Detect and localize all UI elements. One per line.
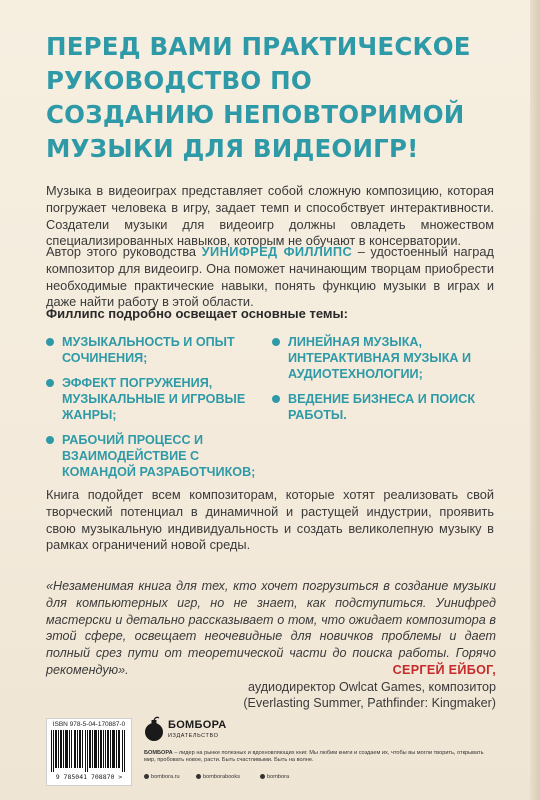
topic-item [46, 334, 256, 366]
bullet-icon [46, 338, 54, 346]
social-link-books[interactable] [196, 774, 240, 780]
publisher-note-text: – лидер на рынке полезных и вдохновляющих книг. Мы любим книги и создаем их, чтобы вы могли творить, открывать мир, пробовать новое, расти. Быть счастливыми. Быть на волне. [144, 750, 484, 764]
barcode-bars-icon [51, 730, 127, 772]
topics-list-left [46, 334, 256, 489]
topic-text: МУЗЫКАЛЬНОСТЬ И ОПЫТ СОЧИНЕНИЯ; [62, 335, 235, 365]
author-name: УИНИФРЕД ФИЛЛИПС [201, 244, 353, 259]
bullet-icon [272, 338, 280, 346]
barcode-number: 9 785041 708870 > [55, 773, 123, 781]
publisher-socials [144, 774, 344, 784]
topic-text: ВЕДЕНИЕ БИЗНЕСА И ПОИСК РАБОТЫ. [288, 392, 476, 422]
bomb-icon [144, 716, 164, 742]
topic-item [46, 375, 256, 423]
quote-author-name: СЕРГЕЙ ЕЙБОГ, [392, 663, 496, 677]
quote-author-role: аудиодиректор Owlcat Games, композитор [247, 679, 496, 694]
publisher-logo [144, 716, 227, 746]
topic-item [272, 391, 492, 423]
bullet-icon [272, 395, 280, 403]
social-label: bomborabooks [203, 774, 241, 780]
quote-attribution [243, 662, 496, 712]
author-paragraph [46, 244, 494, 311]
topic-text: ЭФФЕКТ ПОГРУЖЕНИЯ, МУЗЫКАЛЬНЫЕ И ИГРОВЫЕ ЖАНРЫ; [62, 376, 246, 422]
bullet-icon [46, 436, 54, 444]
publisher-note [144, 750, 484, 764]
social-label: bombora [267, 774, 290, 780]
social-label: bombora.ru [151, 774, 180, 780]
topic-text: РАБОЧИЙ ПРОЦЕСС И ВЗАИМОДЕЙСТВИЕ С КОМАНДОЙ РАЗРАБОТЧИКОВ; [62, 433, 256, 479]
globe-icon [144, 774, 149, 779]
review-quote: «Незаменимая книга для тех, кто хочет погрузиться в создание музыки для компьютерных игр, но не знает, как подступиться. Уинифред мастерски и детально рассказывает о том, что ожидает композитора в этой сфере, освещает неочевидные для новичков проблемы и дает полный срез пути от теоретической части до поиска работы. Горячо рекомендую». [46, 579, 496, 677]
bullet-icon [46, 379, 54, 387]
topic-item [272, 334, 492, 382]
publisher-name: БОМБОРА [168, 719, 227, 731]
barcode [46, 718, 132, 786]
social-link-site[interactable] [144, 774, 180, 780]
author-paragraph-rest: – удостоенный наград композитор для видеоигр. Она поможет начинающим творцам приобрести необходимые практические навыки, понять функцию музыки в играх и даже найти работу в этой области. [46, 244, 494, 310]
publisher-subtitle: ИЗДАТЕЛЬСТВО [168, 733, 219, 739]
isbn-label: ISBN 978-5-04-170887-0 [52, 721, 126, 728]
publisher-note-name: БОМБОРА [144, 750, 173, 756]
intro-paragraph: Музыка в видеоиграх представляет собой сложную композицию, которая погружает человека в игру, задает темп и способствует интерактивности. Создатели музыки для видеоигр должны овладеть множеством специализированных навыков, которым не обучают в консерватории. [46, 183, 494, 249]
topic-item [46, 432, 256, 480]
closing-paragraph: Книга подойдет всем композиторам, которые хотят реализовать свой творческий потенциал в динамичной и растущей индустрии, проявить свою музыкальную индивидуальность и создать великолепную музыку в рамках ограничений новой среды. [46, 487, 494, 553]
quote-author-credits: (Everlasting Summer, Pathfinder: Kingmaker) [243, 696, 496, 710]
topics-list-right [272, 334, 492, 432]
topics-heading: Филлипс подробно освещает основные темы: [46, 306, 348, 321]
topic-text: ЛИНЕЙНАЯ МУЗЫКА, ИНТЕРАКТИВНАЯ МУЗЫКА И АУДИОТЕХНОЛОГИИ; [288, 335, 472, 381]
author-paragraph-lead: Автор этого руководства [46, 244, 202, 259]
social-icon [260, 774, 265, 779]
headline: ПЕРЕД ВАМИ ПРАКТИЧЕСКОЕ РУКОВОДСТВО ПО СОЗДАНИЮ НЕПОВТОРИМОЙ МУЗЫКИ ДЛЯ ВИДЕОИГР! [46, 32, 471, 163]
social-icon [196, 774, 201, 779]
page-edge [530, 0, 540, 800]
social-link-handle[interactable] [260, 774, 289, 780]
